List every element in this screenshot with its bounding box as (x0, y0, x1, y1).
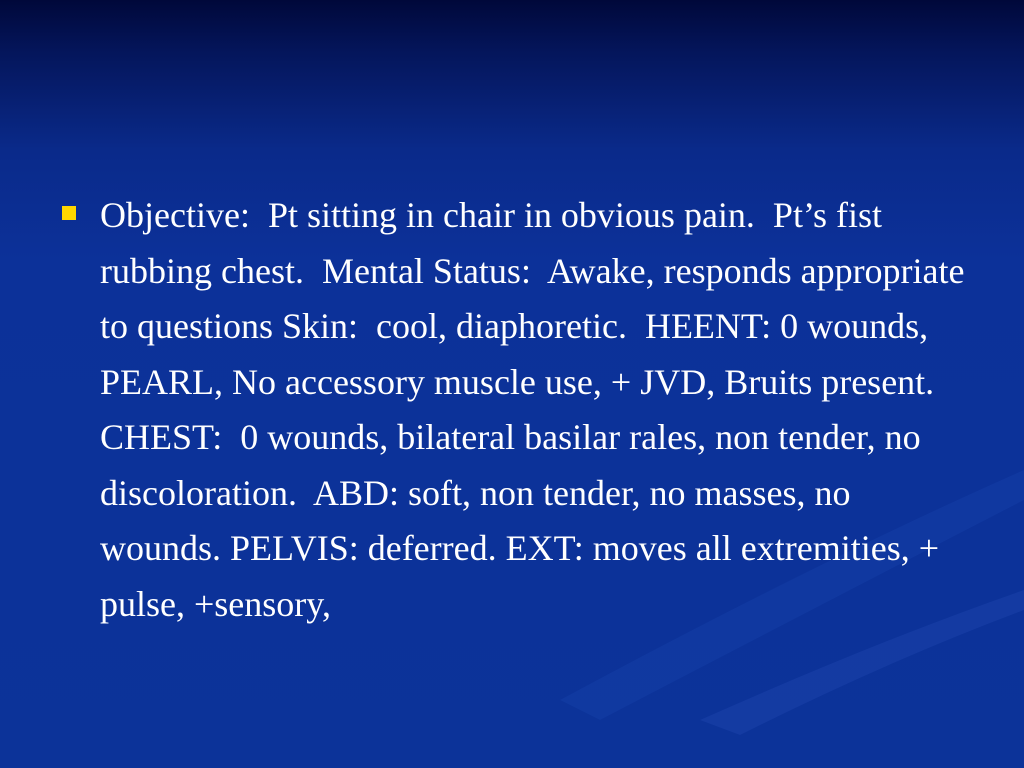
slide-body (62, 188, 982, 632)
square-bullet-icon (62, 206, 76, 220)
bullet-text: Objective: Pt sitting in chair in obvious pain. Pt’s fist rubbing chest. Mental Status: Awake, responds appropriate to questions Skin: cool, diaphoretic. HEENT: 0 wounds, PEARL, No accessory muscle use, + JVD, Bruits present. CHEST: 0 wounds, bilateral basilar rales, non tender, no discoloration. ABD: soft, non tender, no masses, no wounds. PELVIS: deferred. EXT: moves all extremities, + pulse, +sensory, (100, 195, 974, 624)
bullet-item (62, 188, 982, 632)
